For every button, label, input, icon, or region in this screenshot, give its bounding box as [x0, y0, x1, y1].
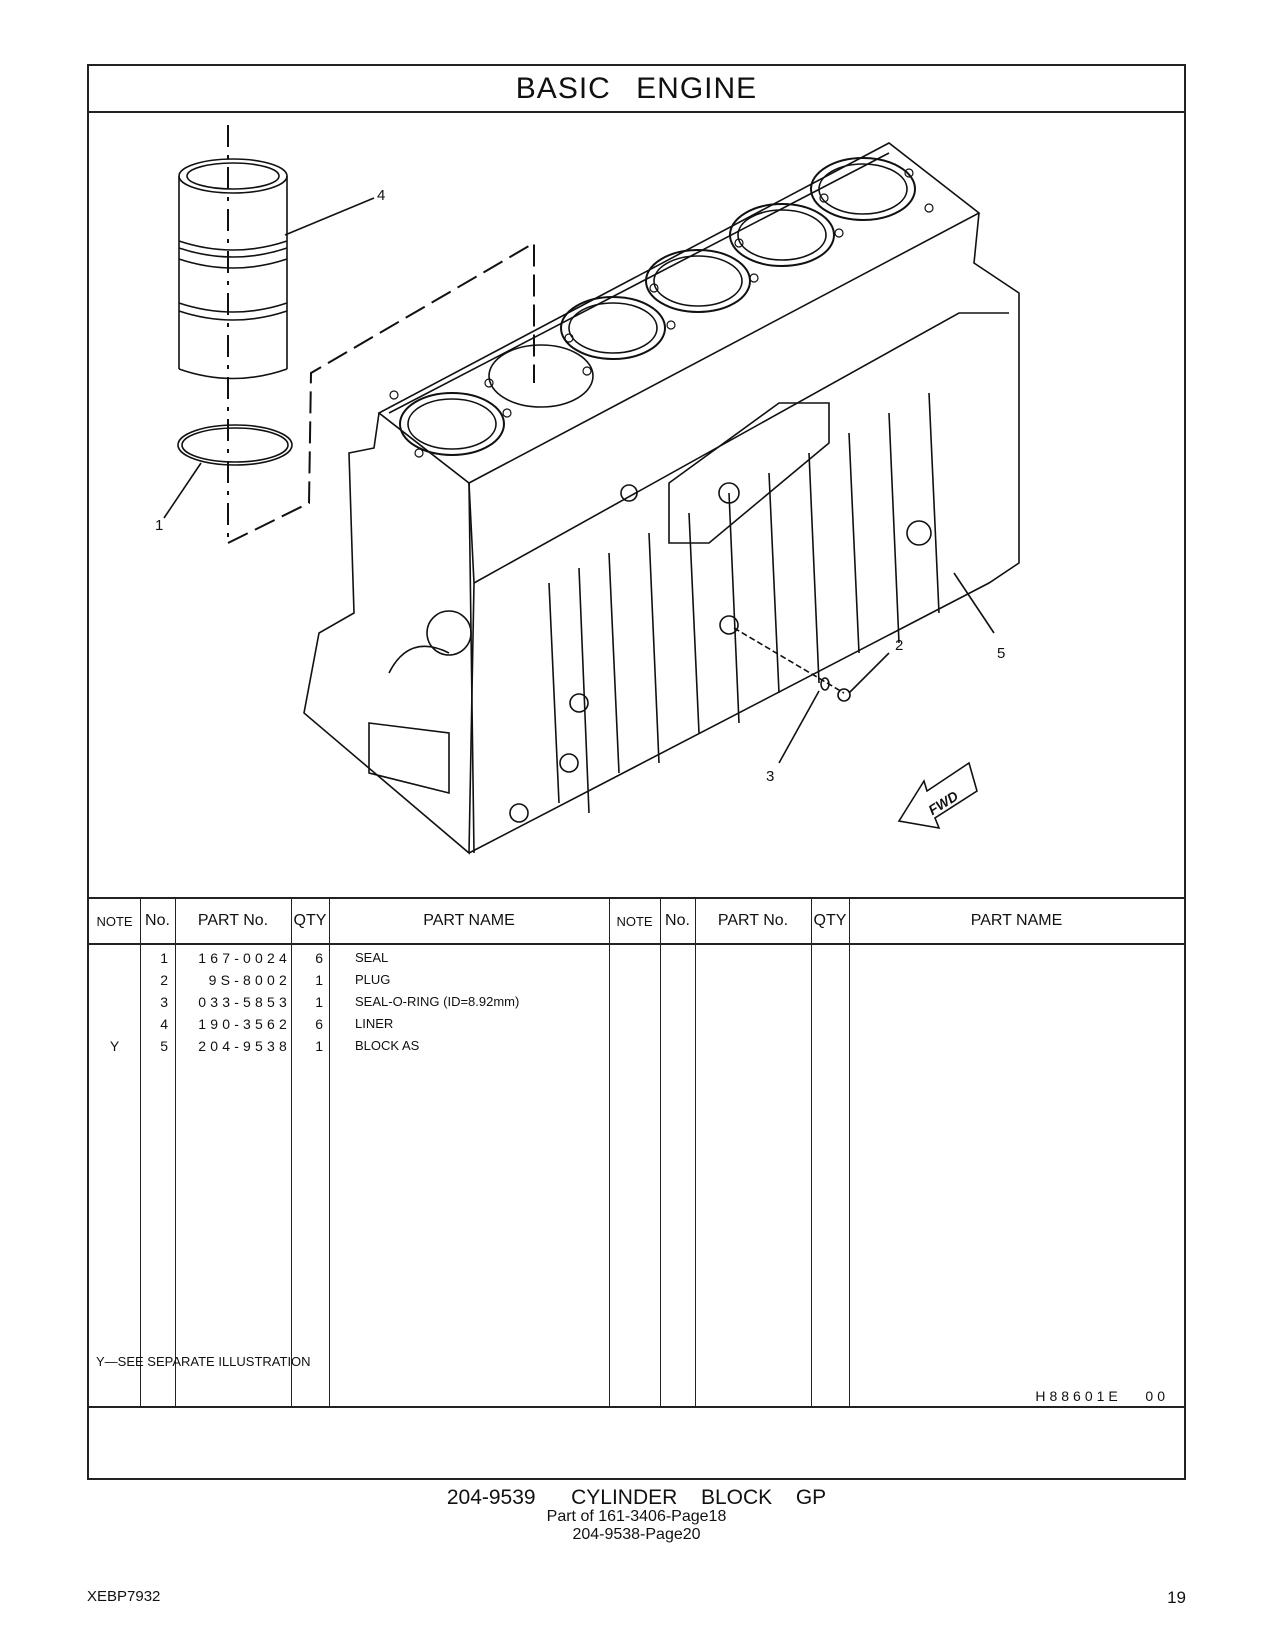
illustration-code: H88601E 00	[1035, 1388, 1169, 1404]
table-row: 4 190-3562 6 LINER	[160, 1016, 394, 1032]
header-part-no-2: PART No.	[717, 912, 789, 929]
fwd-label: FWD	[925, 787, 961, 819]
header-qty: QTY	[293, 912, 327, 929]
callout-1: 1	[155, 517, 164, 534]
section-title: BASIC ENGINE	[89, 66, 1184, 113]
document-id: XEBP7932	[87, 1588, 161, 1605]
engine-block-illustration	[89, 113, 1184, 897]
table-row: 1 167-0024 6 SEAL	[160, 950, 389, 966]
cylinder-bores	[400, 158, 915, 455]
header-part-name: PART NAME	[423, 912, 515, 929]
group-parent-ref: Part of 161-3406-Page18	[546, 1508, 727, 1525]
header-part-name-2: PART NAME	[970, 912, 1063, 929]
parts-table-header	[89, 897, 1184, 945]
group-title: 204-9539 CYLINDER BLOCK GP	[446, 1486, 827, 1509]
header-no: No.	[145, 912, 170, 929]
header-note: NOTE	[96, 913, 133, 929]
liner-drawing	[179, 159, 287, 379]
table-row: Y 5 204-9538 1 BLOCK AS	[109, 1038, 420, 1054]
cylinder-block-drawing	[304, 143, 1019, 853]
parts-table-body	[89, 945, 1184, 1408]
header-note-2: NOTE	[616, 913, 653, 929]
table-row: 2 9S-8002 1 PLUG	[160, 972, 391, 988]
table-row: 3 033-5853 1 SEAL-O-RING (ID=8.92mm)	[160, 994, 520, 1010]
callout-4: 4	[377, 187, 386, 204]
header-part-no: PART No.	[197, 912, 269, 929]
group-child-ref: 204-9538-Page20	[572, 1526, 701, 1543]
header-qty-2: QTY	[813, 912, 847, 929]
header-no-2: No.	[665, 912, 690, 929]
seal-ring-drawing	[178, 425, 292, 465]
callout-3: 3	[766, 768, 775, 785]
callout-5: 5	[997, 645, 1006, 662]
callout-2: 2	[895, 637, 904, 654]
head-bolt-holes	[390, 169, 933, 457]
page-frame	[87, 64, 1186, 1480]
footnote: Y—SEE SEPARATE ILLUSTRATION	[96, 1354, 311, 1369]
page-number: 19	[1167, 1588, 1186, 1607]
